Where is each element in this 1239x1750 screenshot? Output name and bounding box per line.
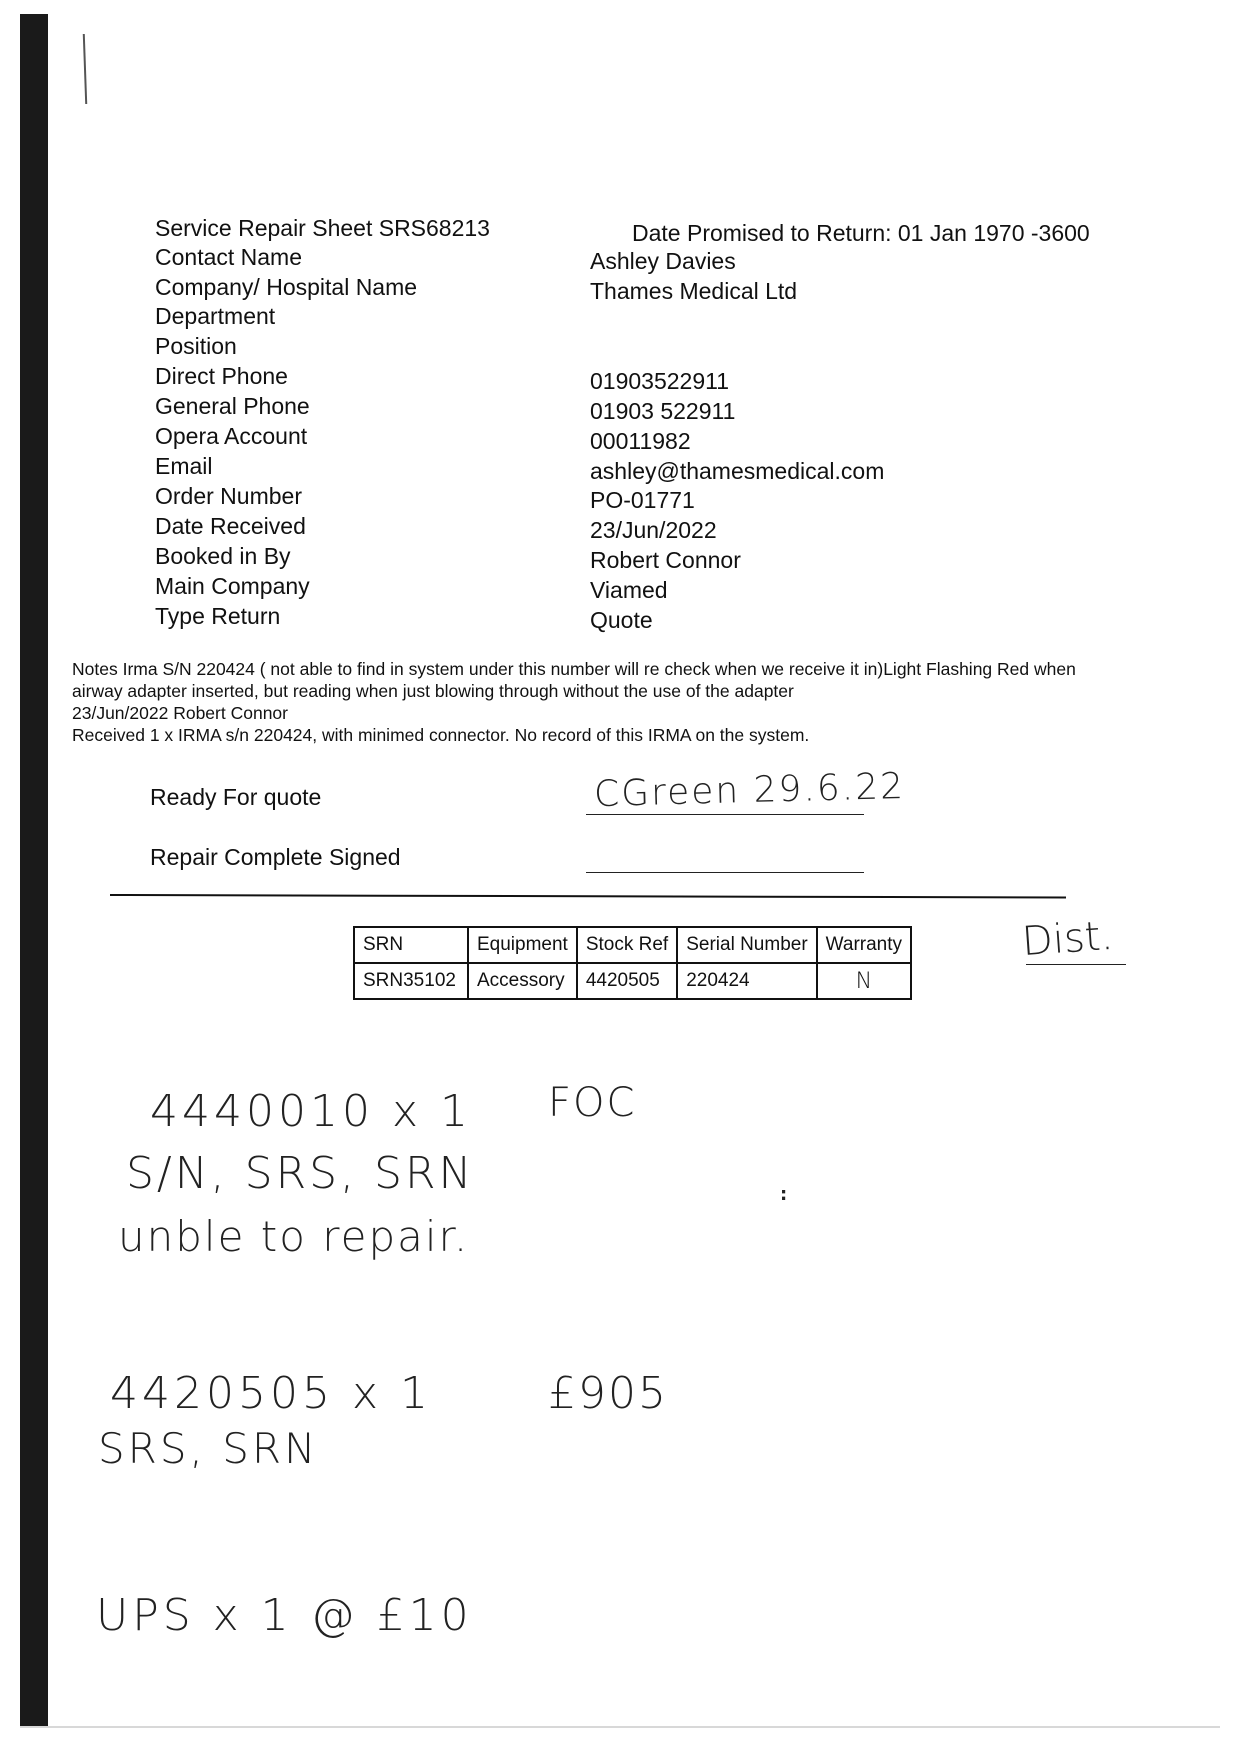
label-contact-name: Contact Name (155, 244, 303, 270)
label-date-received: Date Received (155, 513, 306, 539)
notes-block (72, 658, 1222, 746)
header-stock-ref: Stock Ref (577, 927, 677, 963)
value-email: ashley@thamesmedical.com (590, 458, 885, 484)
table-header-row (354, 927, 911, 963)
label-department: Department (155, 303, 276, 329)
ready-for-quote-label: Ready For quote (150, 784, 322, 810)
handwritten-line-5: SRS, SRN (98, 1424, 319, 1473)
header-warranty: Warranty (817, 927, 911, 963)
cell-warranty: N (817, 963, 911, 999)
value-main-company: Viamed (590, 577, 668, 603)
handwritten-foc: FOC (548, 1080, 637, 1126)
handwritten-dist: Dist. (1020, 912, 1115, 966)
value-order-number: PO-01771 (590, 487, 695, 513)
handwritten-price: £905 (548, 1368, 668, 1419)
ready-signature-line (586, 814, 864, 815)
cell-stock-ref: 4420505 (577, 963, 677, 999)
value-booked-in-by: Robert Connor (590, 547, 741, 573)
header-serial-number: Serial Number (677, 927, 816, 963)
value-contact-name: Ashley Davies (590, 248, 736, 274)
handwritten-line-4: 4420505 x 1 (110, 1368, 432, 1419)
value-general-phone: 01903 522911 (590, 398, 736, 424)
label-booked-in-by: Booked in By (155, 543, 291, 569)
label-opera-account: Opera Account (155, 423, 308, 449)
date-promised: Date Promised to Return: 01 Jan 1970 -3600 (632, 220, 1090, 246)
handwritten-line-1: 4440010 x 1 (150, 1086, 472, 1137)
table-row (354, 963, 911, 999)
ready-signature: CGreen 29.6.22 (593, 765, 906, 816)
cell-equipment: Accessory (468, 963, 577, 999)
stray-mark-dot: : (780, 1184, 788, 1205)
label-email: Email (155, 453, 213, 479)
equipment-table (353, 926, 912, 1000)
sheet-title: Service Repair Sheet SRS68213 (155, 215, 490, 241)
label-order-number: Order Number (155, 483, 302, 509)
cell-srn: SRN35102 (354, 963, 468, 999)
label-company: Company/ Hospital Name (155, 274, 418, 300)
label-general-phone: General Phone (155, 393, 310, 419)
value-company: Thames Medical Ltd (590, 278, 798, 304)
handwritten-line-3: unble to repair. (118, 1212, 470, 1261)
dist-underline (1026, 964, 1126, 965)
notes-line: Received 1 x IRMA s/n 220424, with minimed connector. No record of this IRMA on the system. (72, 725, 810, 745)
value-date-received: 23/Jun/2022 (590, 517, 717, 543)
label-direct-phone: Direct Phone (155, 363, 288, 389)
header-equipment: Equipment (468, 927, 577, 963)
label-main-company: Main Company (155, 573, 310, 599)
notes-line: 23/Jun/2022 Robert Connor (72, 703, 288, 723)
notes-line: airway adapter inserted, but reading when just blowing through without the use of the adapter (72, 681, 794, 701)
scan-edge-bar (20, 14, 48, 1726)
handwritten-line-2: S/N, SRS, SRN (126, 1148, 475, 1199)
value-opera-account: 00011982 (590, 428, 691, 454)
label-position: Position (155, 333, 237, 359)
value-direct-phone: 01903522911 (590, 368, 729, 394)
stray-pen-mark (83, 34, 87, 104)
repair-complete-label: Repair Complete Signed (150, 844, 401, 870)
label-type-return: Type Return (155, 603, 281, 629)
scan-bottom-edge (20, 1726, 1220, 1728)
repair-complete-signature-line (586, 872, 864, 873)
handwritten-line-6: UPS x 1 @ £10 (96, 1590, 473, 1641)
section-divider (110, 894, 1066, 899)
notes-line: Notes Irma S/N 220424 ( not able to find in system under this number will re check when we receive it in)Light Flashing Red when (72, 659, 1076, 679)
value-type-return: Quote (590, 607, 653, 633)
cell-serial-number: 220424 (677, 963, 816, 999)
header-srn: SRN (354, 927, 468, 963)
